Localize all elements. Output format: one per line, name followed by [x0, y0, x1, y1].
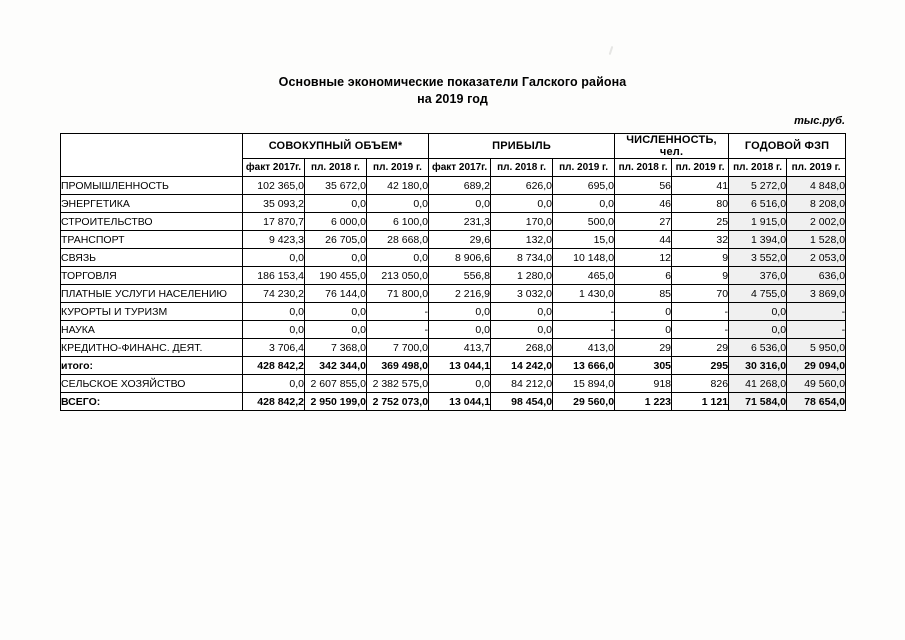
row-label: ТОРГОВЛЯ: [61, 267, 243, 285]
sub-header-5: пл. 2019 г.: [553, 159, 615, 177]
cell-value: 2 607 855,0: [305, 375, 367, 393]
cell-value: 3 706,4: [243, 339, 305, 357]
cell-value: 35 672,0: [305, 177, 367, 195]
cell-value: 1 121: [672, 393, 729, 411]
cell-value: 0,0: [491, 303, 553, 321]
cell-value: 84 212,0: [491, 375, 553, 393]
table-row: [61, 195, 846, 213]
scan-artifact: [609, 46, 614, 55]
table-row: [61, 213, 846, 231]
cell-value: 0,0: [491, 195, 553, 213]
cell-value: 0,0: [729, 303, 787, 321]
cell-value: -: [553, 303, 615, 321]
cell-value: 2 752 073,0: [367, 393, 429, 411]
table-row: [61, 267, 846, 285]
document-title: [0, 74, 905, 108]
cell-value: 6: [615, 267, 672, 285]
cell-value: 1 280,0: [491, 267, 553, 285]
cell-value: -: [787, 303, 846, 321]
cell-value: 27: [615, 213, 672, 231]
cell-value: 0,0: [305, 303, 367, 321]
cell-value: 132,0: [491, 231, 553, 249]
cell-value: 413,7: [429, 339, 491, 357]
cell-value: 13 044,1: [429, 357, 491, 375]
cell-value: 46: [615, 195, 672, 213]
row-label: ВСЕГО:: [61, 393, 243, 411]
cell-value: 49 560,0: [787, 375, 846, 393]
cell-value: 636,0: [787, 267, 846, 285]
cell-value: 4 848,0: [787, 177, 846, 195]
title-line-1: Основные экономические показатели Галского района: [278, 75, 627, 89]
cell-value: 465,0: [553, 267, 615, 285]
cell-value: 0,0: [429, 375, 491, 393]
cell-value: 0: [615, 321, 672, 339]
cell-value: 376,0: [729, 267, 787, 285]
cell-value: 41 268,0: [729, 375, 787, 393]
cell-value: 2 216,9: [429, 285, 491, 303]
cell-value: 29 560,0: [553, 393, 615, 411]
cell-value: 0,0: [367, 249, 429, 267]
cell-value: 0,0: [305, 321, 367, 339]
cell-value: 8 906,6: [429, 249, 491, 267]
row-label: СВЯЗЬ: [61, 249, 243, 267]
table-row: [61, 231, 846, 249]
cell-value: 0: [615, 303, 672, 321]
cell-value: 74 230,2: [243, 285, 305, 303]
cell-value: 826: [672, 375, 729, 393]
cell-value: 9: [672, 249, 729, 267]
cell-value: 71 584,0: [729, 393, 787, 411]
cell-value: -: [367, 303, 429, 321]
cell-value: 13 666,0: [553, 357, 615, 375]
cell-value: 186 153,4: [243, 267, 305, 285]
cell-value: 28 668,0: [367, 231, 429, 249]
table-row: [61, 303, 846, 321]
cell-value: -: [672, 321, 729, 339]
group-header-profit: ПРИБЫЛЬ: [429, 134, 615, 159]
row-label: КУРОРТЫ И ТУРИЗМ: [61, 303, 243, 321]
table-body: [61, 177, 846, 411]
cell-value: 30 316,0: [729, 357, 787, 375]
cell-value: 15 894,0: [553, 375, 615, 393]
cell-value: 14 242,0: [491, 357, 553, 375]
table-row: [61, 285, 846, 303]
table-row: [61, 375, 846, 393]
cell-value: 1 223: [615, 393, 672, 411]
group-header-headcount: ЧИСЛЕННОСТЬ, чел.: [615, 134, 729, 159]
cell-value: 29,6: [429, 231, 491, 249]
cell-value: 29: [672, 339, 729, 357]
sub-header-6: пл. 2018 г.: [615, 159, 672, 177]
cell-value: 0,0: [305, 249, 367, 267]
cell-value: 0,0: [491, 321, 553, 339]
cell-value: -: [787, 321, 846, 339]
sub-header-8: пл. 2018 г.: [729, 159, 787, 177]
cell-value: 3 552,0: [729, 249, 787, 267]
cell-value: 12: [615, 249, 672, 267]
sub-header-9: пл. 2019 г.: [787, 159, 846, 177]
group-header-row: [61, 134, 846, 159]
cell-value: 0,0: [243, 321, 305, 339]
cell-value: 170,0: [491, 213, 553, 231]
cell-value: 0,0: [243, 249, 305, 267]
cell-value: 0,0: [243, 303, 305, 321]
table-row: [61, 177, 846, 195]
cell-value: 13 044,1: [429, 393, 491, 411]
cell-value: 17 870,7: [243, 213, 305, 231]
cell-value: 9: [672, 267, 729, 285]
cell-value: 56: [615, 177, 672, 195]
row-label: КРЕДИТНО-ФИНАНС. ДЕЯТ.: [61, 339, 243, 357]
cell-value: 9 423,3: [243, 231, 305, 249]
cell-value: 268,0: [491, 339, 553, 357]
cell-value: 0,0: [305, 195, 367, 213]
row-label: СЕЛЬСКОЕ ХОЗЯЙСТВО: [61, 375, 243, 393]
cell-value: 500,0: [553, 213, 615, 231]
cell-value: 1 430,0: [553, 285, 615, 303]
cell-value: 2 002,0: [787, 213, 846, 231]
sub-header-3: факт 2017г.: [429, 159, 491, 177]
units-label: тыс.руб.: [794, 115, 845, 127]
table-row: [61, 249, 846, 267]
cell-value: 0,0: [429, 303, 491, 321]
cell-value: 44: [615, 231, 672, 249]
sub-header-0: факт 2017г.: [243, 159, 305, 177]
row-label: ЭНЕРГЕТИКА: [61, 195, 243, 213]
cell-value: 7 368,0: [305, 339, 367, 357]
table-row: [61, 393, 846, 411]
row-label: НАУКА: [61, 321, 243, 339]
indicators-table-container: [60, 133, 845, 411]
cell-value: 0,0: [429, 321, 491, 339]
group-header-annual-payroll: ГОДОВОЙ ФЗП: [729, 134, 846, 159]
cell-value: 626,0: [491, 177, 553, 195]
cell-value: 80: [672, 195, 729, 213]
cell-value: 6 100,0: [367, 213, 429, 231]
table-row: [61, 339, 846, 357]
indicators-table: [60, 133, 846, 411]
cell-value: 1 915,0: [729, 213, 787, 231]
cell-value: 98 454,0: [491, 393, 553, 411]
cell-value: 1 394,0: [729, 231, 787, 249]
cell-value: 10 148,0: [553, 249, 615, 267]
cell-value: 8 734,0: [491, 249, 553, 267]
cell-value: 102 365,0: [243, 177, 305, 195]
cell-value: 2 950 199,0: [305, 393, 367, 411]
cell-value: -: [553, 321, 615, 339]
cell-value: 29 094,0: [787, 357, 846, 375]
row-label: СТРОИТЕЛЬСТВО: [61, 213, 243, 231]
row-label: ТРАНСПОРТ: [61, 231, 243, 249]
cell-value: 0,0: [553, 195, 615, 213]
cell-value: 413,0: [553, 339, 615, 357]
group-header-total-volume: СОВОКУПНЫЙ ОБЪЕМ*: [243, 134, 429, 159]
cell-value: 76 144,0: [305, 285, 367, 303]
row-label: итого:: [61, 357, 243, 375]
cell-value: 41: [672, 177, 729, 195]
cell-value: 918: [615, 375, 672, 393]
cell-value: 0,0: [429, 195, 491, 213]
cell-value: 0,0: [729, 321, 787, 339]
cell-value: 556,8: [429, 267, 491, 285]
cell-value: 26 705,0: [305, 231, 367, 249]
cell-value: 78 654,0: [787, 393, 846, 411]
table-head: [61, 134, 846, 177]
cell-value: 42 180,0: [367, 177, 429, 195]
cell-value: 3 869,0: [787, 285, 846, 303]
cell-value: 4 755,0: [729, 285, 787, 303]
cell-value: 35 093,2: [243, 195, 305, 213]
cell-value: 295: [672, 357, 729, 375]
cell-value: -: [672, 303, 729, 321]
title-line-2: на 2019 год: [417, 92, 488, 106]
cell-value: 2 382 575,0: [367, 375, 429, 393]
cell-value: 5 272,0: [729, 177, 787, 195]
cell-value: 428 842,2: [243, 393, 305, 411]
cell-value: 15,0: [553, 231, 615, 249]
table-row: [61, 357, 846, 375]
cell-value: 190 455,0: [305, 267, 367, 285]
cell-value: 5 950,0: [787, 339, 846, 357]
cell-value: 695,0: [553, 177, 615, 195]
cell-value: 428 842,2: [243, 357, 305, 375]
cell-value: 689,2: [429, 177, 491, 195]
cell-value: 369 498,0: [367, 357, 429, 375]
cell-value: 231,3: [429, 213, 491, 231]
cell-value: 1 528,0: [787, 231, 846, 249]
header-corner-cell: [61, 134, 243, 177]
cell-value: 7 700,0: [367, 339, 429, 357]
cell-value: 70: [672, 285, 729, 303]
row-label: ПЛАТНЫЕ УСЛУГИ НАСЕЛЕНИЮ: [61, 285, 243, 303]
sub-header-4: пл. 2018 г.: [491, 159, 553, 177]
cell-value: 213 050,0: [367, 267, 429, 285]
cell-value: 305: [615, 357, 672, 375]
sub-header-2: пл. 2019 г.: [367, 159, 429, 177]
row-label: ПРОМЫШЛЕННОСТЬ: [61, 177, 243, 195]
cell-value: 29: [615, 339, 672, 357]
cell-value: 3 032,0: [491, 285, 553, 303]
cell-value: 2 053,0: [787, 249, 846, 267]
sub-header-1: пл. 2018 г.: [305, 159, 367, 177]
cell-value: -: [367, 321, 429, 339]
cell-value: 25: [672, 213, 729, 231]
cell-value: 6 516,0: [729, 195, 787, 213]
cell-value: 8 208,0: [787, 195, 846, 213]
cell-value: 32: [672, 231, 729, 249]
cell-value: 0,0: [243, 375, 305, 393]
cell-value: 342 344,0: [305, 357, 367, 375]
table-row: [61, 321, 846, 339]
cell-value: 85: [615, 285, 672, 303]
cell-value: 6 000,0: [305, 213, 367, 231]
sub-header-7: пл. 2019 г.: [672, 159, 729, 177]
cell-value: 0,0: [367, 195, 429, 213]
cell-value: 71 800,0: [367, 285, 429, 303]
cell-value: 6 536,0: [729, 339, 787, 357]
